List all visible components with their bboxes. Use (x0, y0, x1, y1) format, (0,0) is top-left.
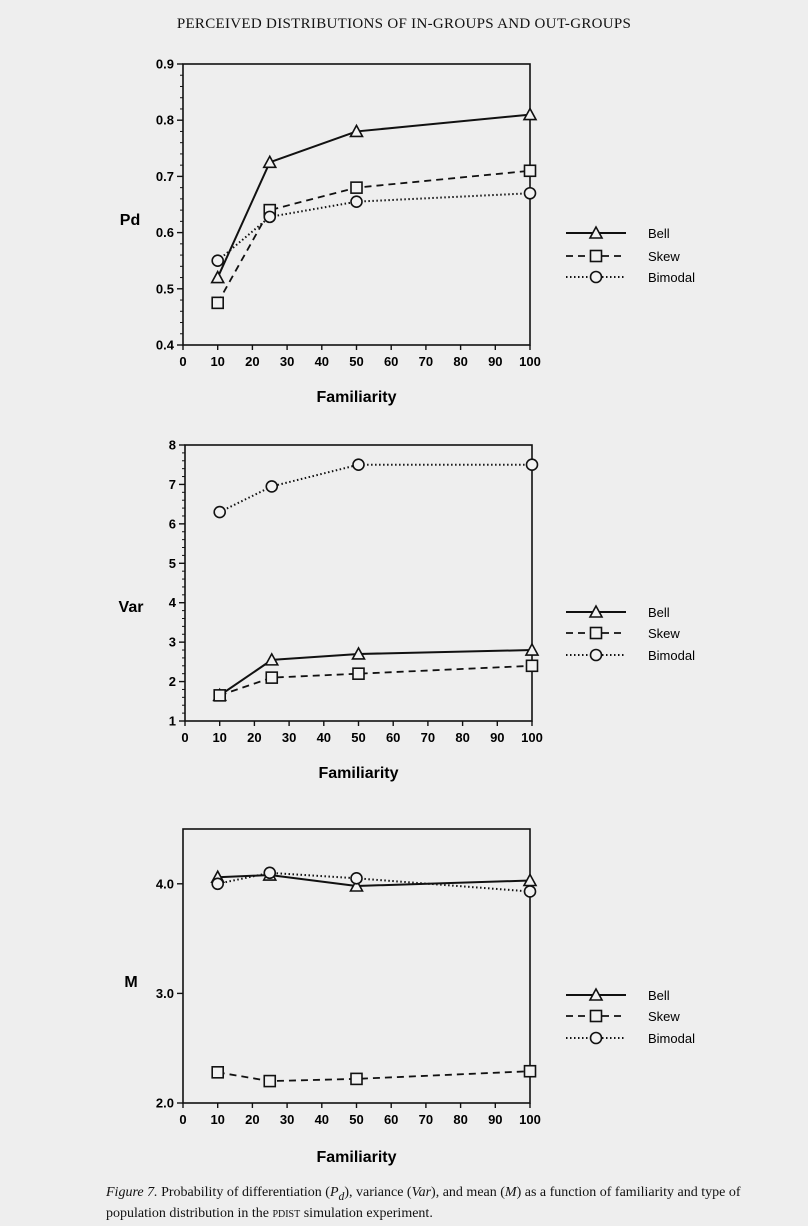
legend-marker (591, 628, 602, 639)
x-tick-label: 0 (181, 730, 189, 745)
data-point (527, 660, 538, 671)
data-point (264, 211, 275, 222)
y-axis-label: Var (118, 599, 144, 616)
caption-text-4: ) as a function of familiarity and type of population distribution in the (106, 1185, 741, 1221)
data-point (264, 867, 275, 878)
x-tick-label: 80 (453, 354, 468, 369)
data-point (353, 668, 364, 679)
y-tick-label: 0.8 (155, 112, 174, 128)
legend-label: Bell (648, 988, 670, 1003)
y-tick-label: 0.7 (155, 168, 174, 184)
y-tick-label: 3.0 (155, 985, 174, 1001)
x-tick-label: 20 (245, 354, 260, 369)
data-point (527, 459, 538, 470)
y-tick-label: 1 (168, 713, 176, 729)
x-tick-label: 50 (351, 730, 366, 745)
y-tick-label: 4 (168, 595, 176, 611)
x-tick-label: 60 (385, 730, 401, 745)
x-tick-label: 80 (453, 1112, 468, 1127)
data-point (525, 886, 536, 897)
x-tick-label: 40 (314, 1112, 330, 1127)
legend-label: Bell (648, 605, 670, 620)
caption-text-3: ), and mean ( (431, 1185, 505, 1200)
y-tick-label: 0.4 (155, 337, 174, 353)
x-tick-label: 30 (279, 1112, 295, 1127)
y-axis-label: Pd (119, 212, 141, 229)
figure-caption (106, 1184, 786, 1222)
data-point (525, 188, 536, 199)
x-tick-label: 0 (179, 1112, 187, 1127)
series-line (218, 193, 530, 260)
x-tick-label: 100 (519, 354, 541, 369)
chart-panel-2 (119, 438, 696, 783)
x-tick-label: 10 (210, 1112, 225, 1127)
y-tick-label: 3 (168, 634, 176, 650)
data-point (525, 165, 536, 176)
legend (566, 988, 695, 1046)
y-tick-label: 7 (168, 476, 176, 492)
chart-panel-3 (124, 829, 695, 1166)
y-tick-label: 2 (168, 674, 176, 690)
x-tick-label: 60 (383, 354, 399, 369)
data-point (351, 182, 362, 193)
x-tick-label: 90 (490, 730, 505, 745)
page-header: PERCEIVED DISTRIBUTIONS OF IN-GROUPS AND OUT-GROUPS (176, 16, 632, 32)
x-tick-label: 20 (247, 730, 262, 745)
chart-panel-1 (120, 57, 695, 407)
data-point (351, 873, 362, 884)
data-point (214, 690, 225, 701)
x-axis-label: Familiarity (316, 389, 397, 406)
legend (566, 226, 695, 285)
data-point (525, 1066, 536, 1077)
y-tick-label: 4.0 (155, 876, 174, 892)
data-point (212, 878, 223, 889)
series-skew (212, 1066, 535, 1087)
x-tick-label: 40 (316, 730, 332, 745)
y-tick-label: 8 (168, 437, 176, 453)
data-point (351, 1073, 362, 1084)
caption-var: Var (411, 1185, 432, 1200)
data-point (266, 672, 277, 683)
x-tick-label: 90 (488, 1112, 503, 1127)
data-point (264, 1076, 275, 1087)
caption-lead: Figure 7. (106, 1185, 158, 1200)
data-point (266, 481, 277, 492)
caption-pdist: pdist (272, 1205, 301, 1221)
y-tick-label: 0.6 (155, 225, 174, 241)
plot-frame (183, 829, 530, 1103)
caption-text-2: ), variance ( (344, 1185, 412, 1200)
caption-pd-subscript: d (338, 1189, 345, 1203)
x-tick-label: 20 (245, 1112, 260, 1127)
legend-marker (591, 1011, 602, 1022)
series-line (218, 115, 530, 278)
legend-label: Skew (648, 1009, 680, 1024)
x-tick-label: 90 (488, 354, 503, 369)
data-point (212, 272, 224, 283)
legend-label: Bell (648, 226, 670, 241)
x-tick-label: 30 (281, 730, 297, 745)
x-tick-label: 100 (519, 1112, 541, 1127)
data-point (214, 507, 225, 518)
x-tick-label: 50 (349, 354, 364, 369)
data-point (351, 196, 362, 207)
x-tick-label: 10 (210, 354, 225, 369)
y-axis-label: M (124, 974, 138, 991)
legend-marker (591, 650, 602, 661)
legend-label: Bimodal (648, 270, 695, 285)
legend-marker (591, 1033, 602, 1044)
y-tick-label: 0.9 (155, 56, 174, 72)
legend-marker (591, 272, 602, 283)
data-point (212, 1067, 223, 1078)
x-tick-label: 30 (279, 354, 295, 369)
x-axis-label: Familiarity (316, 1149, 397, 1166)
series-bell (212, 109, 536, 283)
series-bell (212, 869, 536, 891)
caption-m: M (504, 1185, 517, 1200)
y-tick-label: 0.5 (155, 281, 174, 297)
data-point (212, 297, 223, 308)
legend-marker (591, 251, 602, 262)
legend-label: Skew (648, 626, 680, 641)
caption-text-1: Probability of differentiation ( (157, 1185, 330, 1200)
legend-label: Bimodal (648, 648, 695, 663)
y-tick-label: 5 (168, 555, 176, 571)
x-tick-label: 50 (349, 1112, 364, 1127)
data-point (353, 459, 364, 470)
legend-label: Skew (648, 249, 680, 264)
x-tick-label: 40 (314, 354, 330, 369)
series-skew (212, 165, 535, 308)
x-tick-label: 60 (383, 1112, 399, 1127)
data-point (212, 255, 223, 266)
y-tick-label: 6 (168, 516, 176, 532)
x-tick-label: 0 (179, 354, 187, 369)
caption-pd: P (329, 1185, 339, 1200)
x-tick-label: 100 (521, 730, 543, 745)
legend (566, 605, 695, 663)
x-tick-label: 70 (418, 354, 434, 369)
series-line (218, 171, 530, 303)
x-tick-label: 70 (418, 1112, 434, 1127)
x-axis-label: Familiarity (318, 765, 399, 782)
series-bimodal (214, 459, 537, 517)
caption-text-5: simulation experiment. (300, 1205, 433, 1221)
x-tick-label: 10 (212, 730, 227, 745)
x-tick-label: 70 (420, 730, 436, 745)
y-tick-label: 2.0 (155, 1095, 174, 1111)
x-tick-label: 80 (455, 730, 470, 745)
legend-label: Bimodal (648, 1031, 695, 1046)
